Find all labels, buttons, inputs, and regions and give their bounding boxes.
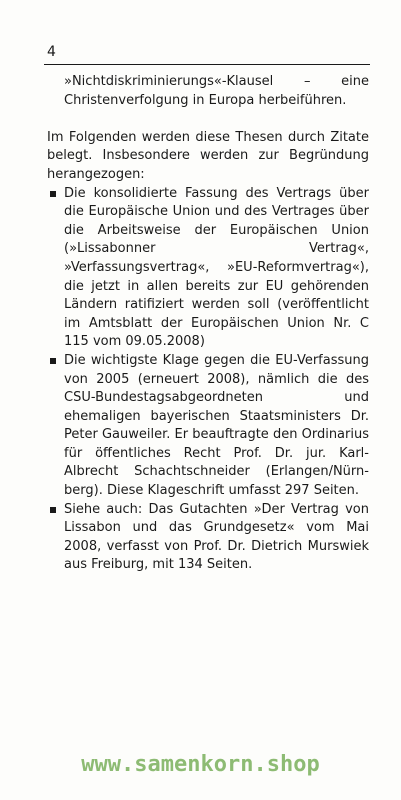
- square-bullet-icon: [50, 507, 56, 513]
- list-item-text: Siehe auch: Das Gutachten »Der Vertrag von Lissabon und das Grundgesetz« vom Mai 2008, verfasst von Prof. Dr. Dietrich Murswiek aus Freiburg, mit 134 Seiten.: [64, 501, 369, 573]
- page-body: [47, 73, 369, 575]
- intro-paragraph: Im Folgenden werden diese Thesen durch Zitate belegt. Insbesondere werden zur Begründung herangezogen:: [47, 129, 369, 182]
- header-rule: [44, 64, 370, 65]
- list-item-text: Die konsolidierte Fassung des Vertrags über die Europäische Union und des Vertrages über die Arbeitsweise der Europäischen Union (»Lissabonner Vertrag«, »Verfassungsvertrag«, »EU-Reformvertrag«), die jetzt in allen bereits zur EU gehörenden Ländern ratifiziert werden soll (veröffentlicht im Amtsblatt der Europäischen Union Nr. C 115 vom 09.05.2008): [64, 185, 369, 350]
- list-item: [47, 185, 369, 352]
- page-number: 4: [47, 44, 56, 60]
- list-item-text: Die wichtigste Klage gegen die EU-Verfassung von 2005 (erneuert 2008), nämlich die des CSU-Bundestagsabgeordneten und ehemaligen bayerischen Staatsministers Dr. Peter Gauweiler. Er beauftragte den Ordinarius für öffentliches Recht Prof. Dr. jur. Karl-Albrecht Schachtschneider (Erlangen/Nürnberg). Diese Klageschrift umfasst 297 Seiten.: [64, 352, 369, 499]
- source-list: [47, 185, 369, 575]
- list-item: [47, 352, 369, 501]
- continuation-paragraph: »Nichtdiskriminierungs«-Klausel – eine Christenverfolgung in Europa herbeiführen.: [64, 74, 369, 108]
- square-bullet-icon: [50, 358, 56, 364]
- list-item: [47, 501, 369, 575]
- square-bullet-icon: [50, 191, 56, 197]
- watermark-url: www.samenkorn.shop: [81, 752, 320, 777]
